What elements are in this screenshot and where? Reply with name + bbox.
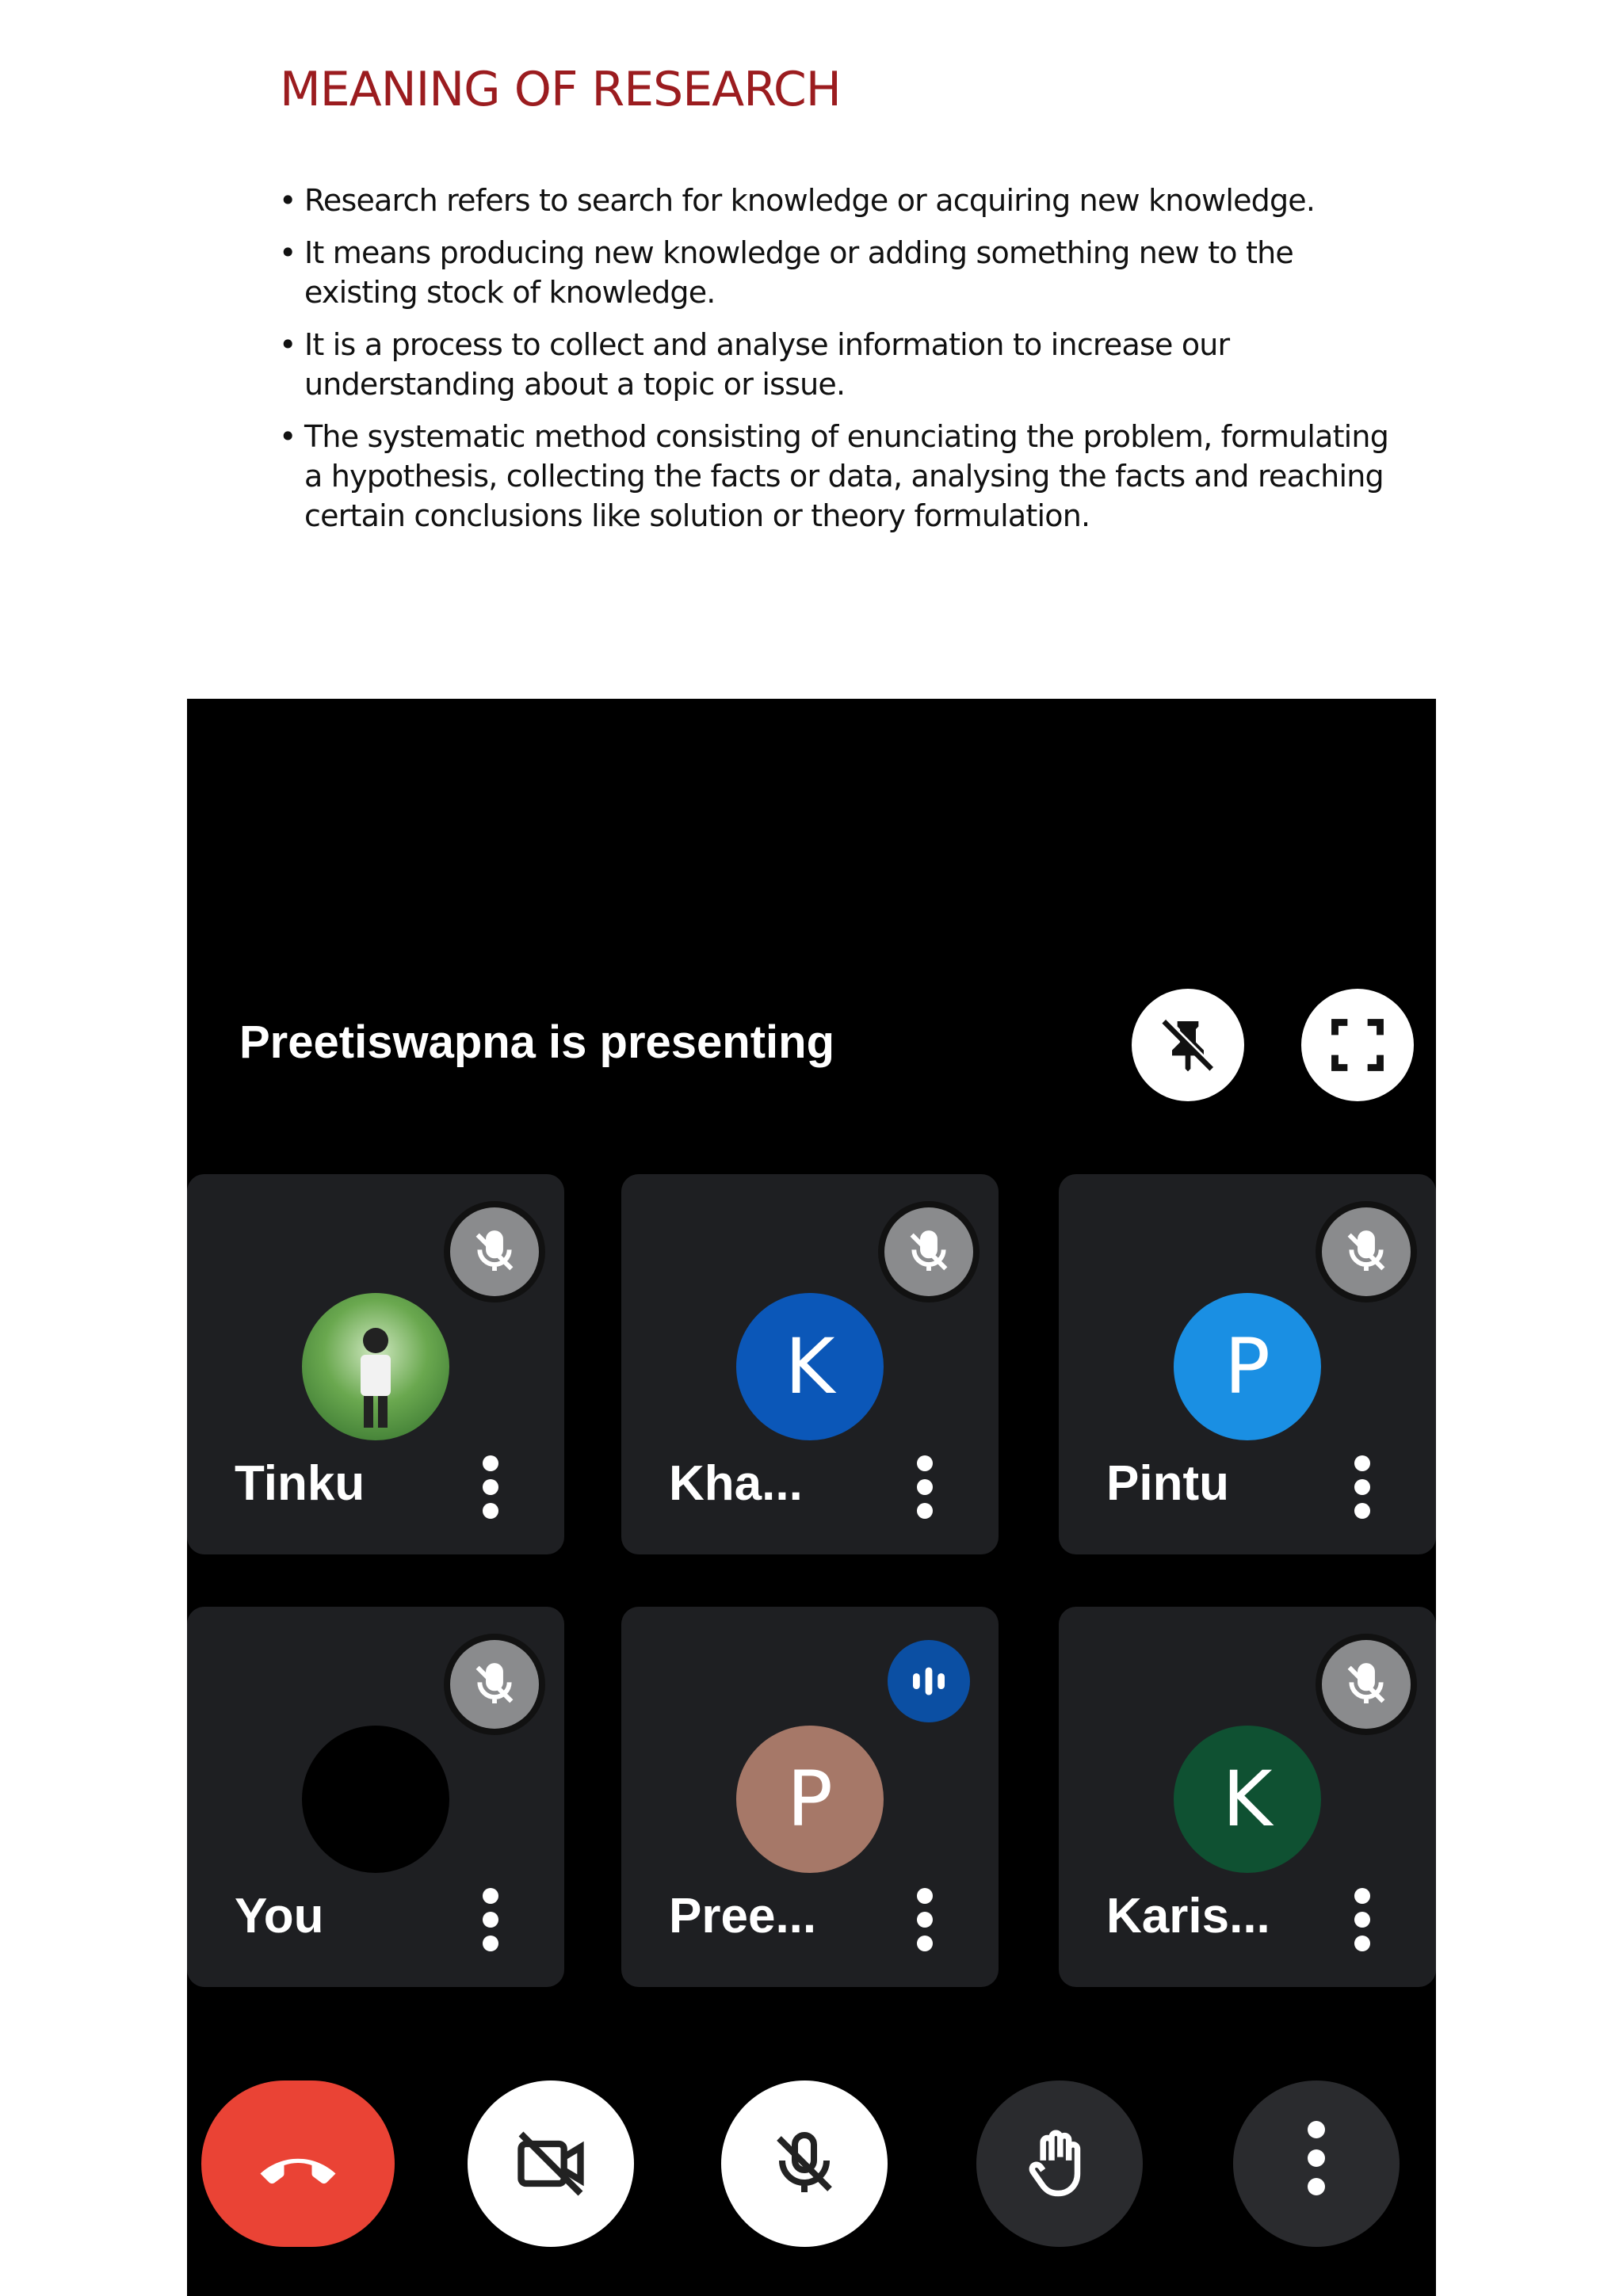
participant-tile-pree[interactable] (621, 1607, 999, 1987)
mic-off-icon (1322, 1640, 1411, 1729)
fullscreen-icon (1327, 1015, 1388, 1075)
participant-name: You (235, 1889, 324, 1943)
slide-bullet: • Research refers to search for knowledge or acquiring new knowledge. (279, 181, 1404, 220)
more-options-icon[interactable] (479, 1888, 502, 1951)
participant-tile-karis[interactable] (1059, 1607, 1436, 1987)
slide-bullet: • It means producing new knowledge or adding something new to the existing stock of knowledge. (279, 233, 1404, 312)
mic-off-icon (450, 1207, 539, 1296)
slide-title: MEANING OF RESEARCH (280, 62, 841, 117)
avatar: K (736, 1293, 884, 1440)
avatar-photo (302, 1293, 449, 1440)
camera-toggle-button[interactable] (468, 2081, 634, 2247)
avatar: P (1174, 1293, 1321, 1440)
end-call-button[interactable] (201, 2081, 395, 2247)
more-options-button[interactable] (1233, 2081, 1400, 2247)
presenting-banner: Preetiswapna is presenting (239, 1016, 835, 1068)
presentation-slide (0, 0, 1623, 697)
avatar (302, 1726, 449, 1873)
participant-tile-you[interactable] (187, 1607, 564, 1987)
slide-bullet: • It is a process to collect and analyse information to increase our understanding about a topic or issue. (279, 325, 1404, 404)
participant-tile-kha[interactable] (621, 1174, 999, 1554)
more-vert-icon (1308, 2121, 1325, 2206)
meet-call-panel (187, 699, 1436, 2296)
raise-hand-button[interactable] (976, 2081, 1143, 2247)
hand-icon (1020, 2124, 1099, 2203)
microphone-toggle-button[interactable] (721, 2081, 888, 2247)
more-options-icon[interactable] (913, 1455, 937, 1519)
avatar: K (1174, 1726, 1321, 1873)
more-options-icon[interactable] (1350, 1455, 1374, 1519)
slide-bullet: • The systematic method consisting of enunciating the problem, formulating a hypothesis, collecting the facts or data, analysing the facts and reaching certain conclusions like solution or theory formulation. (279, 417, 1404, 536)
speaking-indicator-icon (888, 1640, 970, 1722)
camera-off-icon (511, 2124, 590, 2203)
participant-name: Pintu (1106, 1456, 1229, 1511)
unpin-icon (1156, 1013, 1220, 1077)
participant-name: Tinku (235, 1456, 365, 1511)
phone-hangup-icon (250, 2116, 346, 2211)
mic-off-icon (766, 2126, 842, 2202)
participant-tile-pintu[interactable] (1059, 1174, 1436, 1554)
participant-name: Kha... (669, 1456, 803, 1511)
unpin-button[interactable] (1132, 989, 1244, 1101)
mic-off-icon (884, 1207, 973, 1296)
slide-bullet-list (279, 181, 1404, 548)
participant-name: Karis... (1106, 1889, 1270, 1943)
more-options-icon[interactable] (1350, 1888, 1374, 1951)
mic-off-icon (450, 1640, 539, 1729)
mic-off-icon (1322, 1207, 1411, 1296)
more-options-icon[interactable] (913, 1888, 937, 1951)
fullscreen-button[interactable] (1301, 989, 1414, 1101)
avatar: P (736, 1726, 884, 1873)
participant-name: Pree... (669, 1889, 817, 1943)
participant-tile-tinku[interactable] (187, 1174, 564, 1554)
more-options-icon[interactable] (479, 1455, 502, 1519)
